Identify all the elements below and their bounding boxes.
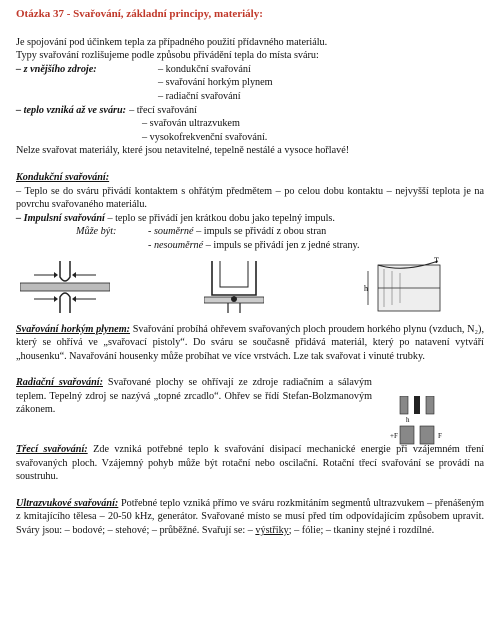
- contact-heating-diagram: [20, 257, 110, 315]
- symmetric-label: - souměrné: [148, 226, 194, 238]
- ultrasonic-tail: ; – fólie; – tkaniny stejné i rozdílné.: [288, 525, 435, 537]
- height-label: h: [364, 283, 368, 293]
- external-item-3: – radiační svařování: [158, 90, 241, 102]
- ultrasonic-heading: Ultrazvukové svařování:: [16, 497, 119, 509]
- internal-item-1: – třecí svařování: [129, 104, 197, 116]
- internal-source-label: – teplo vzniká až ve sváru:: [16, 104, 127, 116]
- impulse-option-1: [16, 225, 484, 239]
- hot-gas-heading: Svařování horkým plynem:: [16, 323, 131, 335]
- external-source-label: – z vnějšího zdroje:: [16, 63, 97, 75]
- warning-note: Nelze svařovat materiály, které jsou netavitelné, tepelně nestálé a vysoce hořlavé!: [16, 145, 350, 157]
- external-source-row: [16, 63, 484, 77]
- radiation-section: [16, 376, 484, 441]
- force-left-label: +F: [390, 432, 398, 441]
- radiation-text: Svařované plochy se ohřívají ze zdroje radiačním a sálavým teplem. Tepelný zdroj se nazývá „topné zrcadlo“. Ohřev se řídí Stefan-Bolzmanovým zákonem.: [16, 377, 372, 416]
- external-item-1: – kondukční svařování: [158, 63, 251, 75]
- impulse-text: – teplo se přivádí jen krátkou dobu jako tepelný impuls.: [104, 212, 335, 224]
- internal-item-2: – svařován ultrazvukem: [142, 118, 240, 130]
- ultrasonic-text: Potřebné teplo vzniká přímo ve sváru rozkmitáním segmentů ultrazvukem – přenášeným z kmitajícího tělesa – 20-50 kHz, generátor. Svařované místo se musí před tím odpovídajícím způsobem upravit. Sváry jsou: – bodové; – stehové; – průběžné. Svařují se: –: [16, 497, 484, 537]
- impulse-label: – Impulsní svařování: [16, 212, 105, 224]
- temperature-label: T: [434, 256, 439, 265]
- internal-source-row: [16, 104, 484, 118]
- friction-text: Zde vzniká potřebné teplo k svařování disipací mechanické energie při vzájemném tření svařovaných ploch. Vzájemný pohyb může být rotační nebo oscilační. Rotační třecí svařování se provádí na soustruhu.: [16, 444, 484, 483]
- document-page: [16, 8, 484, 538]
- fig-h-label: h: [406, 416, 410, 425]
- asymmetric-label: - nesouměrné: [148, 239, 204, 251]
- hot-gas-paragraph: [16, 323, 484, 364]
- conduction-figures: [16, 257, 484, 317]
- conduction-heading: Kondukční svařování:: [16, 171, 110, 183]
- heating-mirror-diagram: [386, 396, 456, 446]
- impulse-option-2: [16, 239, 484, 253]
- force-right-label: F: [438, 432, 442, 441]
- friction-heading: Třecí svařování:: [16, 444, 88, 456]
- intro-line-2: Typy svařování rozlišujeme podle způsobu přivádění tepla do místa sváru:: [16, 50, 319, 62]
- intro-line-1: Je spojování pod účinkem tepla za případného použití přídavného materiálu.: [16, 36, 328, 48]
- asymmetric-text: – impuls se přivádí jen z jedné strany.: [203, 239, 360, 251]
- impulse-line: [16, 212, 484, 226]
- external-item-2: – svařování horkým plynem: [158, 77, 273, 89]
- symmetric-text: – impuls se přivádí z obou stran: [193, 226, 327, 238]
- heated-tool-diagram: [204, 257, 264, 315]
- hot-gas-text: Svařování probíhá ohřevem svařovaných ploch proudem horkého plynu (vzduch, N₂), který se ohřívá ve „svařovací pistoly“. Do sváru se současně přidává materiál, který po natavení vytváří „housenku“. Navařování housenky může probíhat ve více vrstvách. Lze tak svařovat i vinuté trubky.: [16, 323, 484, 362]
- radiation-paragraph: [16, 376, 372, 417]
- page-title: Otázka 37 - Svařování, základní principy, materiály:: [16, 8, 263, 20]
- internal-item-3: – vysokofrekvenční svařování.: [142, 131, 268, 143]
- friction-paragraph: [16, 443, 484, 484]
- ultrasonic-paragraph: [16, 497, 484, 538]
- temperature-profile-diagram: [364, 257, 444, 317]
- stampings-term: výstřiky: [255, 525, 289, 537]
- conduction-text: – Teplo se do sváru přivádí kontaktem s ohřátým předmětem – po celou dobu kontaktu – nejvyšší teplota je na povrchu svařovaného materiálu.: [16, 185, 484, 211]
- can-be-label: Může být:: [76, 226, 117, 238]
- radiation-heading: Radiační svařování:: [16, 377, 103, 389]
